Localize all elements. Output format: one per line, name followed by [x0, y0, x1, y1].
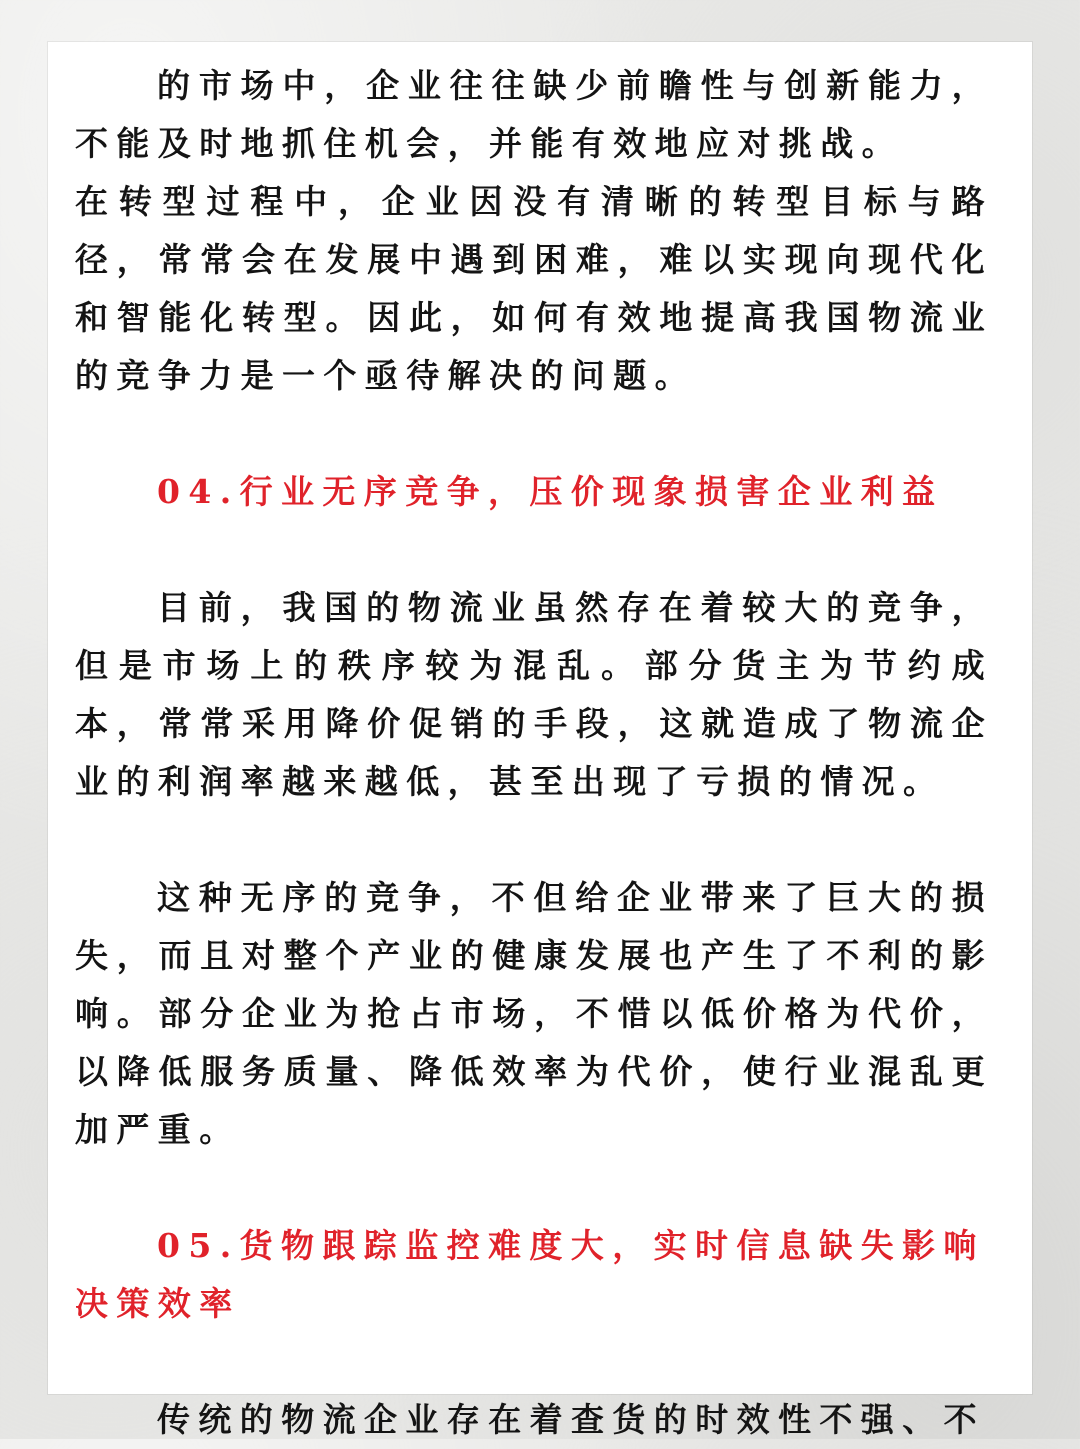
spacer: [75, 405, 993, 463]
spacer: [75, 1333, 993, 1391]
spacer: [75, 1159, 993, 1217]
article-body: [75, 57, 993, 1449]
paragraph-tracking: 传统的物流企业存在着查货的时效性不强、不: [157, 1400, 985, 1439]
paragraph-transformation: 在转型过程中，企业因没有清晰的转型目标与路径，常常会在发展中遇到困难，难以实现向现代化和智能化转型。因此，如何有效地提高我国物流业的竞争力是一个亟待解决的问题。: [75, 182, 993, 395]
paragraph-market: 的市场中，企业往往缺少前瞻性与创新能力，不能及时地抓住机会，并能有效地应对挑战。: [75, 66, 993, 163]
paragraph-disorder: 这种无序的竞争，不但给企业带来了巨大的损失，而且对整个产业的健康发展也产生了不利的影响。部分企业为抢占市场，不惜以低价格为代价，以降低服务质量、降低效率为代价，使行业混乱更加严重。: [75, 878, 993, 1149]
spacer: [75, 521, 993, 579]
paragraph-competition: 目前，我国的物流业虽然存在着较大的竞争，但是市场上的秩序较为混乱。部分货主为节约成本，常常采用降价促销的手段，这就造成了物流企业的利润率越来越低，甚至出现了亏损的情况。: [75, 588, 993, 801]
document-page: [48, 42, 1032, 1439]
section-heading-05: 05.货物跟踪监控难度大，实时信息缺失影响决策效率: [75, 1226, 985, 1323]
section-heading-04: 04.行业无序竞争，压价现象损害企业利益: [157, 472, 944, 511]
spacer: [75, 811, 993, 869]
